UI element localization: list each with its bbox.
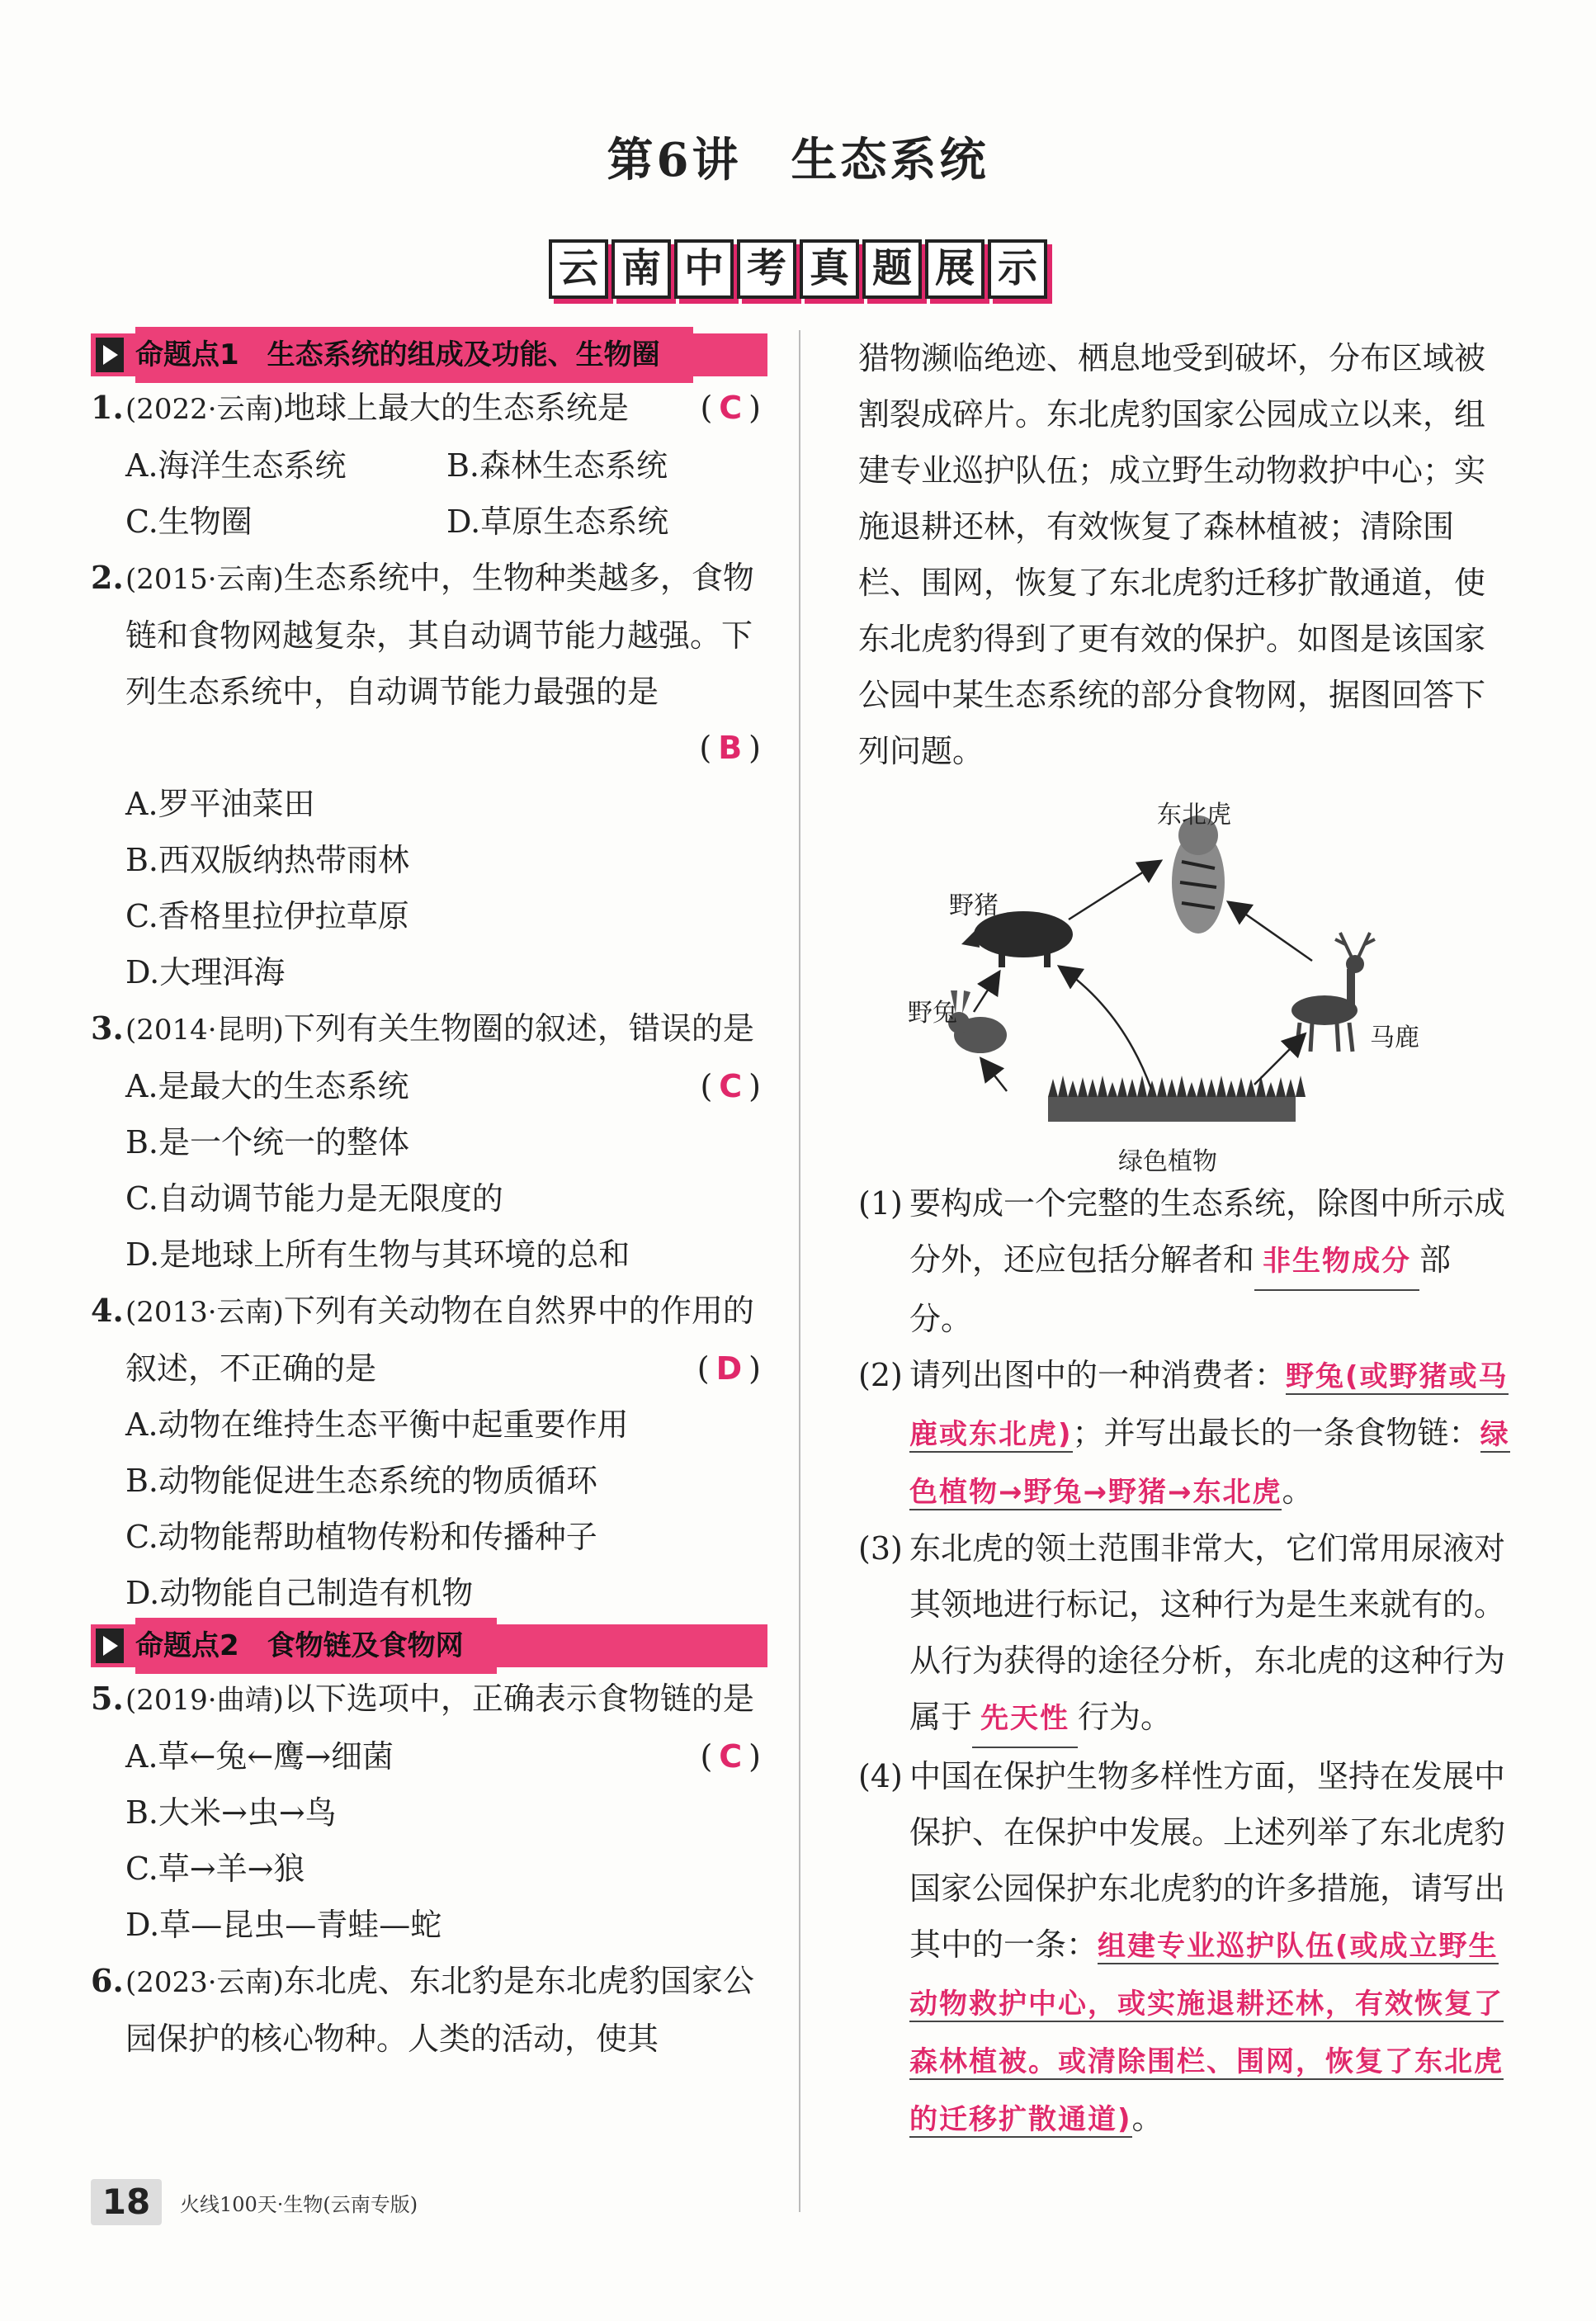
arrow-boar-tiger (1069, 862, 1159, 919)
options-1: A.海洋生态系统 B.森林生态系统 C.生物圈 D.草原生态系统 (125, 447, 669, 540)
section-banner (0, 239, 1596, 299)
banner-char: 云 (549, 239, 608, 299)
page-number: 18 (91, 2179, 162, 2225)
left-column (91, 330, 767, 2067)
banner-char: 中 (674, 239, 734, 299)
section-header-2: 命题点2 食物链及食物网 (91, 1624, 767, 1667)
answer-bracket: (C) (700, 1068, 767, 1104)
page-title: 第6讲 生态系统 (607, 133, 989, 187)
section-header-1: 命题点1 生态系统的组成及功能、生物圈 (91, 333, 767, 376)
options-2: A.罗平油菜田 B.西双版纳热带雨林 C.香格里拉伊拉草原 D.大理洱海 (125, 786, 410, 990)
footer-text: 火线100天·生物(云南专版) (180, 2192, 418, 2216)
answer-bracket: (C) (700, 1738, 767, 1775)
label-rabbit: 野兔 (908, 999, 957, 1028)
question-3: 3. (2014·昆明)下列有关生物圈的叙述，错误的是 (C) (91, 1000, 767, 1058)
arrow-plant-rabbit (982, 1060, 1007, 1091)
column-divider (799, 330, 800, 2212)
arrow-plant-deer (1254, 1035, 1304, 1085)
label-deer: 马鹿 (1370, 1023, 1419, 1052)
options-5: A.草←兔←鹰→细菌 B.大米→虫→鸟 C.草→羊→狼 D.草—昆虫—青蛙—蛇 (125, 1738, 442, 1943)
food-web-diagram (858, 787, 1510, 1175)
subquestion-3: (3) 东北虎的领土范围非常大，它们常用尿液对其领地进行标记，这种行为是生来就有的。从行为获得的途径分析，东北虎的这种行为属于 先天性 行为。 (858, 1520, 1510, 1748)
label-plant: 绿色植物 (1118, 1147, 1217, 1176)
play-icon (96, 338, 124, 372)
answer-blank: 绿色植物→野兔→野猪→东北虎 (909, 1418, 1510, 1509)
subquestion-1: (1) 要构成一个完整的生态系统，除图中所示成分外，还应包括分解者和 非生物成分 部分。 (858, 1185, 1506, 1337)
label-boar: 野猪 (949, 891, 999, 920)
question-1: 1. (2022·云南)地球上最大的生态系统是 (C) (91, 380, 767, 437)
banner-char: 展 (925, 239, 985, 299)
page-footer (91, 2179, 418, 2225)
options-3: A.是最大的生态系统 B.是一个统一的整体 C.自动调节能力是无限度的 D.是地球上所有生物与其环境的总和 (125, 1068, 630, 1273)
answer-blank: 先天性 (972, 1690, 1078, 1748)
grass-image (1048, 1075, 1306, 1122)
question-4: 4. (2013·云南)下列有关动物在自然界中的作用的叙述，不正确的是 (D) (91, 1283, 767, 1397)
question-2: 2. (2015·云南)生态系统中，生物种类越多，食物链和食物网越复杂，其自动调节能力越强。下列生态系统中，自动调节能力最强的是 (B) (91, 550, 767, 776)
answer-bracket: (C) (700, 390, 767, 426)
question-6: 6. (2023·云南)东北虎、东北豹是东北虎豹国家公园保护的核心物种。人类的活动，使其 (91, 1962, 754, 2057)
answer-bracket: (B) (699, 730, 767, 766)
banner-char: 示 (988, 239, 1047, 299)
answer-blank: 组建专业巡护队伍(或成立野生动物救护中心，或实施退耕还林，有效恢复了森林植被。或清除围栏、围网，恢复了东北虎的迁移扩散通道) (909, 1930, 1504, 2136)
label-tiger: 东北虎 (1157, 801, 1231, 830)
banner-char: 真 (800, 239, 859, 299)
options-4: A.动物在维持生态平衡中起重要作用 B.动物能促进生态系统的物质循环 C.动物能帮助植物传粉和传播种子 D.动物能自己制造有机物 (125, 1406, 629, 1611)
arrow-deer-tiger (1230, 903, 1312, 961)
answer-blank: 野兔(或野猪或马鹿或东北虎) (909, 1360, 1509, 1451)
arrow-plant-boar (1060, 967, 1151, 1089)
right-column (858, 330, 1510, 2148)
answer-blank: 非生物成分 (1254, 1233, 1419, 1291)
question-5: 5. (2019·曲靖)以下选项中，正确表示食物链的是 (C) (91, 1671, 767, 1728)
answer-bracket: (D) (696, 1350, 767, 1387)
deer-image (1291, 933, 1375, 1052)
play-icon (96, 1628, 124, 1663)
subquestion-2: (2) 请列出图中的一种消费者：野兔(或野猪或马鹿或东北虎)；并写出最长的一条食物链：绿色植物→野兔→野猪→东北虎。 (858, 1357, 1510, 1509)
food-web-figure (858, 787, 1510, 1175)
question-6-continued: 猎物濒临绝迹、栖息地受到破坏，分布区域被割裂成碎片。东北虎豹国家公园成立以来，组建专业巡护队伍；成立野生动物救护中心；实施退耕还林，有效恢复了森林植被；清除围栏、围网，恢复了东北虎豹迁移扩散通道，使东北虎豹得到了更有效的保护。如图是该国家公园中某生态系统的部分食物网，据图回答下列问题。 (858, 340, 1486, 769)
banner-char: 南 (611, 239, 671, 299)
banner-char: 题 (862, 239, 922, 299)
arrow-rabbit-boar (974, 973, 999, 1012)
subquestion-4: (4) 中国在保护生物多样性方面，坚持在发展中保护、在保护中发展。上述列举了东北虎豹国家公园保护东北虎豹的许多措施，请写出其中的一条：组建专业巡护队伍(或成立野生动物救护中心，或实施退耕还林，有效恢复了森林植被。或清除围栏、围网，恢复了东北虎的迁移扩散通道)。 (858, 1758, 1506, 2136)
banner-char: 考 (737, 239, 796, 299)
